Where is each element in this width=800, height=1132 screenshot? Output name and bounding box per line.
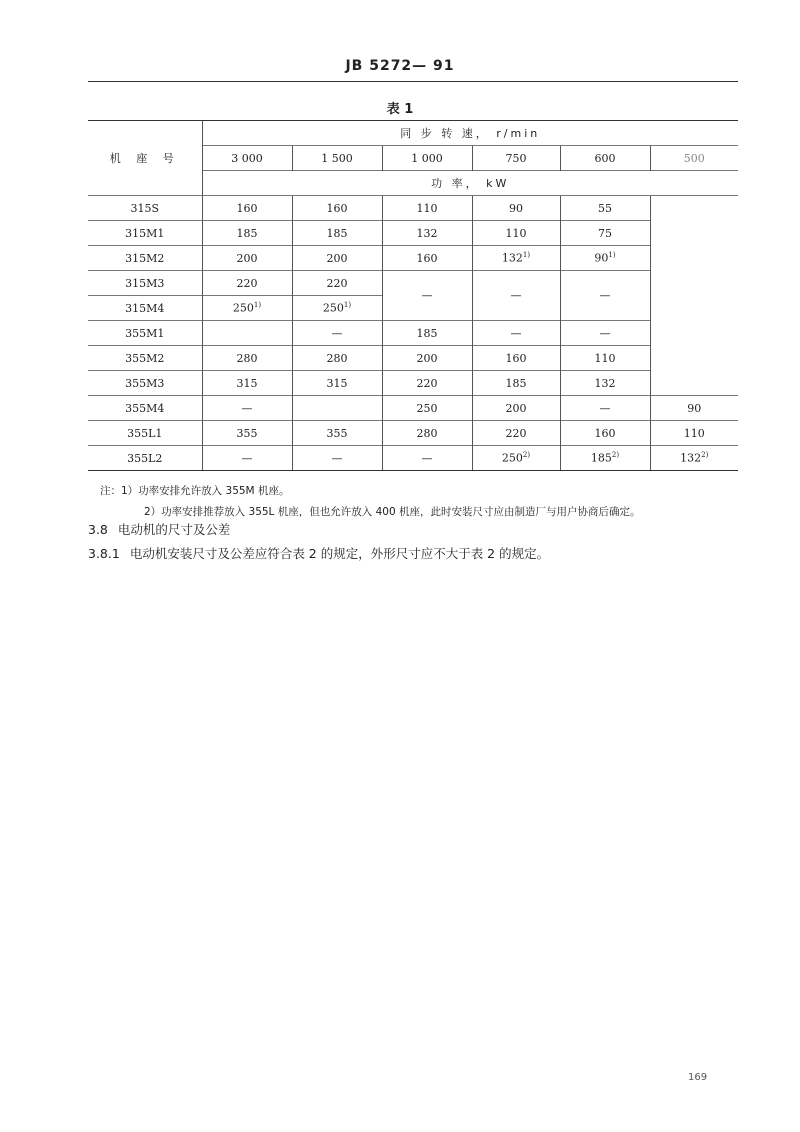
frame-cell: 315M4 (88, 296, 202, 321)
value-cell: — (472, 321, 560, 346)
value-cell: 200 (202, 246, 292, 271)
standard-number: JB 5272— 91 (345, 58, 455, 74)
value-cell: 315 (292, 371, 382, 396)
table-row (88, 321, 738, 346)
section-3-8-1 (88, 544, 549, 562)
value-cell: 315 (202, 371, 292, 396)
merged-dash-cell: — (560, 271, 650, 321)
value-cell: — (292, 446, 382, 471)
value-cell: — (202, 446, 292, 471)
merged-dash-cell: — (382, 271, 472, 321)
speed-500: 500 (650, 146, 738, 171)
value-cell: 185 (292, 221, 382, 246)
value-cell: 220 (202, 271, 292, 296)
value-cell: 90 (472, 196, 560, 221)
table-row (88, 446, 738, 471)
value-text: 250 (322, 301, 344, 315)
value-cell (292, 296, 382, 321)
speed-3000: 3 000 (202, 146, 292, 171)
speed-header-row (88, 121, 738, 146)
power-header: 功 率， kW (202, 171, 738, 196)
section-text: 电动机安装尺寸及公差应符合表 2 的规定，外形尺寸应不大于表 2 的规定。 (129, 546, 550, 561)
power-table (88, 120, 738, 471)
value-cell: — (560, 321, 650, 346)
frame-cell: 315M1 (88, 221, 202, 246)
value-cell (560, 446, 650, 471)
value-cell: — (202, 396, 292, 421)
value-cell: 90 (650, 396, 738, 421)
value-cell: 220 (472, 421, 560, 446)
value-cell: 160 (560, 421, 650, 446)
value-text: 185 (590, 451, 612, 465)
table-notes (100, 481, 760, 523)
value-cell: 200 (382, 346, 472, 371)
table-title: 表 1 (386, 102, 414, 117)
value-cell: 160 (292, 196, 382, 221)
value-cell: 132 (560, 371, 650, 396)
value-cell: 250 (382, 396, 472, 421)
value-text: 132 (680, 451, 702, 465)
footnote-mark: 1) (343, 301, 352, 310)
table-row (88, 421, 738, 446)
frame-cell: 315M2 (88, 246, 202, 271)
frame-cell: 315S (88, 196, 202, 221)
table-row (88, 396, 738, 421)
value-cell (560, 246, 650, 271)
frame-cell: 355M2 (88, 346, 202, 371)
section-3-8 (88, 520, 230, 538)
footnote-mark: 2) (611, 451, 620, 460)
value-cell: — (382, 446, 472, 471)
value-cell: 160 (202, 196, 292, 221)
value-cell: 200 (472, 396, 560, 421)
value-cell (472, 446, 560, 471)
value-cell (650, 446, 738, 471)
value-cell: 185 (382, 321, 472, 346)
value-cell: 200 (292, 246, 382, 271)
frame-cell: 355M1 (88, 321, 202, 346)
table-row (88, 221, 738, 246)
note-2: 2）功率安排推荐放入 355L 机座，但也允许放入 400 机座，此时安装尺寸应由制造厂与用户协商后确定。 (144, 506, 641, 518)
value-cell: 185 (202, 221, 292, 246)
footnote-mark: 1) (608, 251, 616, 260)
value-cell: 110 (650, 421, 738, 446)
value-cell: 280 (382, 421, 472, 446)
frame-cell: 355M3 (88, 371, 202, 396)
section-number: 3.8 (88, 522, 108, 537)
speed-1500: 1 500 (292, 146, 382, 171)
footnote-mark: 1) (253, 301, 262, 310)
value-cell: — (292, 321, 382, 346)
value-cell: 355 (202, 421, 292, 446)
merged-dash-cell: — (472, 271, 560, 321)
table-row (88, 196, 738, 221)
frame-cell: 355L1 (88, 421, 202, 446)
value-cell: 185 (472, 371, 560, 396)
value-cell: 160 (382, 246, 472, 271)
frame-header: 机 座 号 (88, 121, 202, 196)
value-cell: 220 (292, 271, 382, 296)
value-cell: 280 (292, 346, 382, 371)
value-text: 250 (501, 451, 523, 465)
value-text: 132 (501, 251, 523, 265)
value-cell (292, 396, 382, 421)
speed-750: 750 (472, 146, 560, 171)
value-cell: 220 (382, 371, 472, 396)
frame-cell: 355L2 (88, 446, 202, 471)
frame-cell: 315M3 (88, 271, 202, 296)
value-text: 250 (232, 301, 254, 315)
footnote-mark: 2) (701, 451, 709, 460)
value-cell (202, 321, 292, 346)
value-cell: 110 (472, 221, 560, 246)
section-title: 电动机的尺寸及公差 (117, 522, 231, 537)
header-rule (88, 81, 738, 82)
note-1: 注：1）功率安排允许放入 355M 机座。 (100, 485, 290, 497)
section-number: 3.8.1 (88, 546, 120, 561)
frame-cell: 355M4 (88, 396, 202, 421)
value-cell: 55 (560, 196, 650, 221)
value-cell (202, 296, 292, 321)
value-cell: 280 (202, 346, 292, 371)
table-row (88, 371, 738, 396)
speed-header: 同 步 转 速， r/min (202, 121, 738, 146)
footnote-mark: 2) (522, 451, 531, 460)
footnote-mark: 1) (522, 251, 531, 260)
table-row (88, 346, 738, 371)
value-cell: 110 (560, 346, 650, 371)
value-cell: 355 (292, 421, 382, 446)
value-cell (472, 246, 560, 271)
empty-500-block (650, 196, 738, 396)
speed-600: 600 (560, 146, 650, 171)
value-cell: — (560, 396, 650, 421)
page-number: 169 (688, 1072, 708, 1083)
value-cell: 132 (382, 221, 472, 246)
value-text: 90 (594, 251, 609, 265)
value-cell: 160 (472, 346, 560, 371)
table-row (88, 246, 738, 271)
value-cell: 110 (382, 196, 472, 221)
speed-1000: 1 000 (382, 146, 472, 171)
value-cell: 75 (560, 221, 650, 246)
table-row (88, 271, 738, 296)
